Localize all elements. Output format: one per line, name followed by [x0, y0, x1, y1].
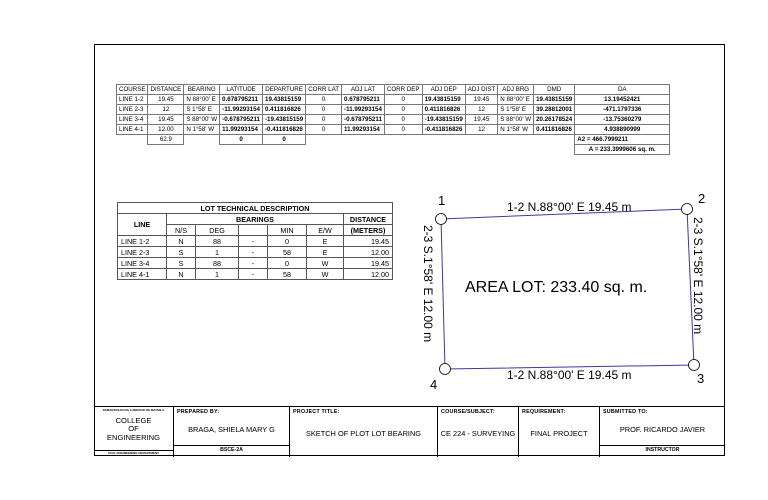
lot-sketch — [410, 185, 720, 395]
left-line-label: 2-3 S.1°58' E 12.00 m — [421, 225, 435, 343]
table-cell: 0 — [384, 95, 422, 105]
table-cell: N — [167, 236, 196, 247]
table-header: COURSE — [117, 85, 148, 95]
table-cell: LINE 2-3 — [117, 105, 148, 115]
submitted-to-header: SUBMITTED TO: — [603, 409, 648, 415]
table-row — [117, 115, 670, 125]
project-title: SKETCH OF PLOT LOT BEARING — [305, 429, 422, 438]
table-cell: 1 — [196, 269, 239, 280]
table-cell: - — [239, 236, 268, 247]
table-header: CORR DEP — [384, 85, 422, 95]
prepared-by-header: PREPARED BY: — [177, 409, 220, 415]
table-cell: 88 — [196, 236, 239, 247]
table-cell — [184, 135, 220, 145]
table-cell — [117, 135, 148, 145]
table-cell: 19.43815159 — [534, 95, 575, 105]
table-row — [118, 258, 393, 269]
college-cell — [94, 407, 174, 457]
table-cell: 11.99293154 — [220, 125, 263, 135]
table-header: ADJ LAT — [342, 85, 385, 95]
table-cell: -471.1797336 — [575, 105, 670, 115]
table-cell: 19.45 — [465, 95, 498, 105]
corner-2-label: 2 — [698, 191, 706, 206]
table-cell: -0.678795211 — [342, 115, 385, 125]
table-cell: E — [307, 247, 344, 258]
project-title-header: PROJECT TITLE: — [293, 409, 340, 415]
college-name — [94, 417, 173, 442]
table-cell: 58 — [268, 269, 307, 280]
table-area-row — [117, 145, 670, 155]
corner-3-marker — [689, 360, 700, 371]
table-row — [117, 95, 670, 105]
course-cell — [438, 407, 519, 457]
table-cell: 88 — [196, 258, 239, 269]
requirement-header: REQUIREMENT: — [522, 409, 566, 415]
table-title: LOT TECHNICAL DESCRIPTION — [118, 203, 393, 214]
table-cell: LINE 4-1 — [118, 269, 167, 280]
college-line-3: ENGINEERING — [106, 432, 161, 442]
table-cell: 19.43815159 — [422, 95, 465, 105]
table-cell: -0.678795211 — [220, 115, 263, 125]
lot-technical-description-table — [117, 202, 393, 280]
submitted-to-cell — [600, 407, 725, 457]
right-line-label: 2-3 S.1°58' E 12.00 m — [691, 217, 705, 335]
table-cell: 20.26178524 — [534, 115, 575, 125]
table-cell: S 88°00' W — [498, 115, 534, 125]
table-cell: 11.99293154 — [342, 125, 385, 135]
table-cell: 0 — [306, 105, 342, 115]
table-cell: 0 — [268, 236, 307, 247]
college-line-1: COLLEGE — [115, 416, 152, 425]
table-cell: S 88°00' W — [184, 115, 220, 125]
project-title-cell — [290, 407, 438, 457]
table-cell: 19.43815159 — [263, 95, 306, 105]
bottom-line-label: 1-2 N.88°00' E 19.45 m — [507, 368, 632, 382]
corner-1-marker — [436, 214, 447, 225]
table-row — [117, 125, 670, 135]
table-cell: 12 — [148, 105, 184, 115]
table-cell: 0 — [384, 105, 422, 115]
table-cell: E — [307, 236, 344, 247]
table-header: (METERS) — [344, 225, 393, 236]
table-cell: S 1°58' E — [184, 105, 220, 115]
table-cell: 0 — [268, 258, 307, 269]
table-header: ADJ DEP — [422, 85, 465, 95]
table-cell: 0 — [384, 125, 422, 135]
prepared-by-cell — [174, 407, 290, 457]
table-cell: N 1°58' W — [498, 125, 534, 135]
traverse-computation-table — [116, 84, 670, 155]
table-cell: 19.45 — [344, 236, 393, 247]
corner-4-marker — [440, 364, 451, 375]
area-lot-label: AREA LOT: 233.40 sq. m. — [465, 279, 648, 296]
table-subheader: DEG — [196, 225, 239, 236]
prepared-by-section: BSCE-2A — [174, 445, 289, 453]
university-name: PAMANTASAN NG LUNGSOD NG MAYNILA — [102, 408, 165, 412]
table-cell: 12 — [465, 125, 498, 135]
table-cell: 19.45 — [344, 258, 393, 269]
corner-2-marker — [682, 204, 693, 215]
table-header: ADJ DIST — [465, 85, 498, 95]
table-header: LINE — [118, 214, 167, 236]
table-cell: 0 — [384, 115, 422, 125]
table-subheader: N/S — [167, 225, 196, 236]
submitted-to-role: INSTRUCTOR — [600, 445, 725, 453]
table-cell: 13.19452421 — [575, 95, 670, 105]
table-cell: -19.43815159 — [422, 115, 465, 125]
table-cell: N 88°00' E — [184, 95, 220, 105]
table-cell: 19.45 — [148, 115, 184, 125]
table-cell: 0 — [306, 115, 342, 125]
table-cell: N 88°00' E — [498, 95, 534, 105]
table-row — [118, 247, 393, 258]
corner-3-label: 3 — [697, 371, 705, 386]
table-cell: - — [239, 269, 268, 280]
table-header: ADJ BRG — [498, 85, 534, 95]
table-subheader — [239, 225, 268, 236]
table-cell: - — [239, 258, 268, 269]
table-subheader: MIN — [268, 225, 307, 236]
table-cell: N 1°58' W — [184, 125, 220, 135]
double-area-value: A2 = 466.7999211 — [575, 135, 670, 145]
table-cell: LINE 4-1 — [117, 125, 148, 135]
prepared-by-name: BRAGA, SHIELA MARY G — [188, 425, 275, 434]
total-distance: 62.9 — [148, 135, 184, 145]
table-cell: 12 — [465, 105, 498, 115]
title-block — [94, 406, 725, 456]
total-departure: 0 — [263, 135, 306, 145]
submitted-to-name: PROF. RICARDO JAVIER — [619, 425, 706, 434]
table-header: DEPARTURE — [263, 85, 306, 95]
table-cell: 39.28812001 — [534, 105, 575, 115]
table-cell: 0.411816826 — [422, 105, 465, 115]
table-cell: LINE 1-2 — [117, 95, 148, 105]
table-cell: 12.00 — [344, 269, 393, 280]
table-cell: 0 — [306, 95, 342, 105]
table-cell: 0 — [306, 125, 342, 135]
table-cell: S — [167, 258, 196, 269]
table-cell: S — [167, 247, 196, 258]
table-cell: 4.938890999 — [575, 125, 670, 135]
table-cell: -19.43815159 — [263, 115, 306, 125]
course-header: COURSE/SUBJECT: — [441, 409, 495, 415]
top-line-label: 1-2 N.88°00' E 19.45 m — [507, 200, 632, 214]
corner-1-label: 1 — [438, 193, 446, 208]
table-cell: W — [307, 269, 344, 280]
table-row — [117, 105, 670, 115]
table-header: DMD — [534, 85, 575, 95]
table-header: DA — [575, 85, 670, 95]
table-cell: 0.411816826 — [534, 125, 575, 135]
corner-4-label: 4 — [430, 377, 438, 392]
table-header: CORR LAT — [306, 85, 342, 95]
table-cell: 1 — [196, 247, 239, 258]
total-latitude: 0 — [220, 135, 263, 145]
department-name: CIVIL ENGINEERING DEPARTMENT — [94, 450, 173, 455]
table-cell: N — [167, 269, 196, 280]
table-cell: -0.411816826 — [263, 125, 306, 135]
area-value: A = 233.3999606 sq. m. — [575, 145, 670, 155]
requirement: FINAL PROJECT — [530, 429, 588, 438]
table-row — [118, 236, 393, 247]
table-header: BEARING — [184, 85, 220, 95]
table-cell: -13.75360279 — [575, 115, 670, 125]
requirement-cell — [519, 407, 600, 457]
table-totals-row — [117, 135, 670, 145]
table-cell: 0.411816826 — [263, 105, 306, 115]
table-cell: 19.45 — [148, 95, 184, 105]
table-cell: -11.99293154 — [342, 105, 385, 115]
table-cell: LINE 3-4 — [117, 115, 148, 125]
table-header: DISTANCE — [344, 214, 393, 225]
table-cell: 19.45 — [465, 115, 498, 125]
table-cell: 12.00 — [148, 125, 184, 135]
table-cell: S 1°58' E — [498, 105, 534, 115]
table-cell: LINE 2-3 — [118, 247, 167, 258]
table-cell: - — [239, 247, 268, 258]
table-cell: -0.411816826 — [422, 125, 465, 135]
course-subject: CE 224 - SURVEYING — [440, 429, 516, 438]
table-header-row — [117, 85, 670, 95]
table-header: BEARINGS — [167, 214, 344, 225]
table-cell: -11.99293154 — [220, 105, 263, 115]
table-cell: 12.00 — [344, 247, 393, 258]
college-line-2: OF — [128, 424, 139, 434]
table-cell: 0.678795211 — [220, 95, 263, 105]
table-cell: LINE 1-2 — [118, 236, 167, 247]
table-header: DISTANCE — [148, 85, 184, 95]
table-cell: W — [307, 258, 344, 269]
table-cell: LINE 3-4 — [118, 258, 167, 269]
table-header: LATITUDE — [220, 85, 263, 95]
table-row — [118, 269, 393, 280]
table-subheader: E/W — [307, 225, 344, 236]
table-cell: 0.678795211 — [342, 95, 385, 105]
table-cell: 58 — [268, 247, 307, 258]
